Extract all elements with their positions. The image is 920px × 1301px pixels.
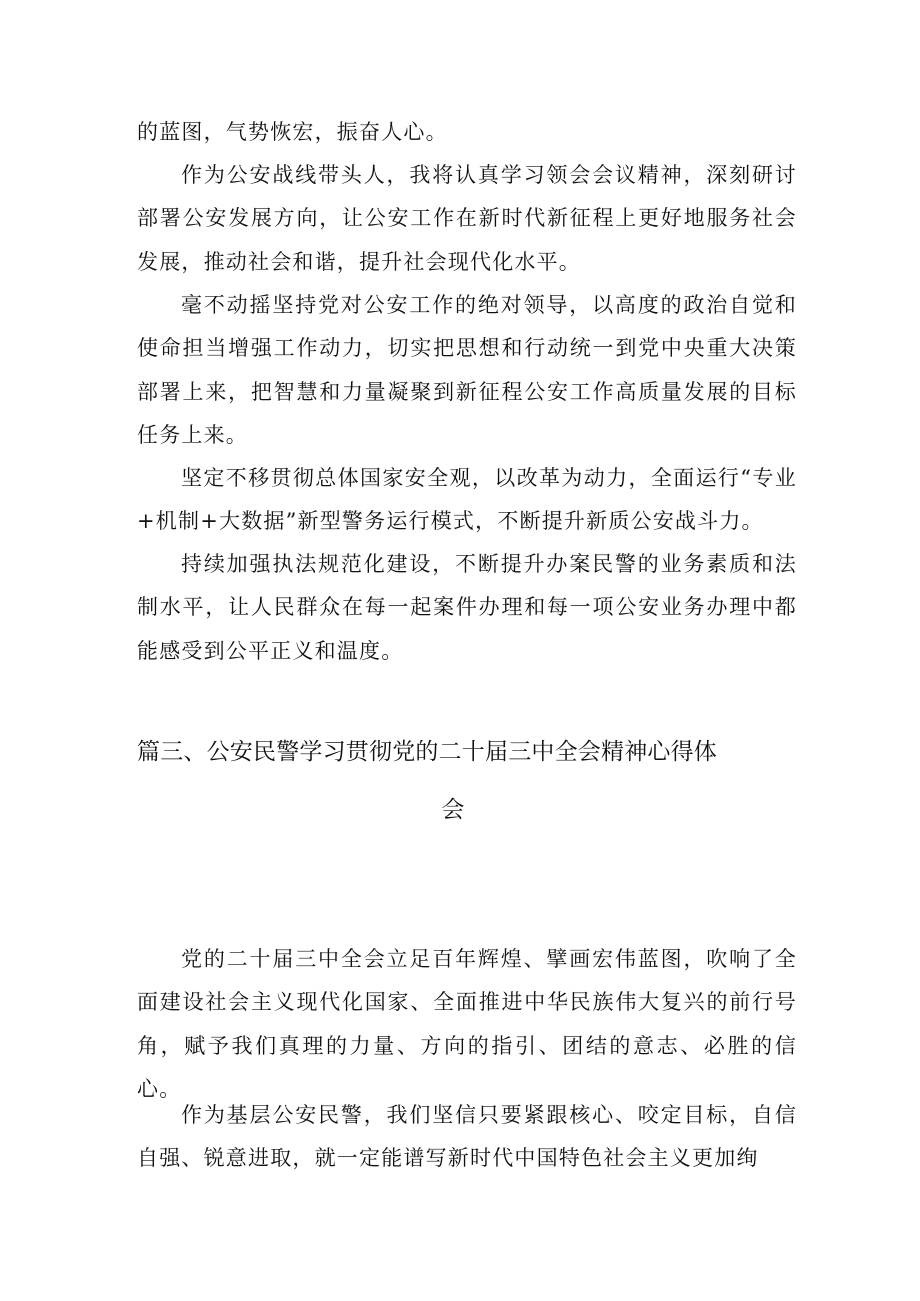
- paragraph: 坚定不移贯彻总体国家安全观，以改革为动力，全面运行“专业+机制+大数据”新型警务运行模式，不断提升新质公安战斗力。: [137, 466, 797, 534]
- paragraph: 作为公安战线带头人，我将认真学习领会会议精神，深刻研讨部署公安发展方向，让公安工作在新时代新征程上更好地服务社会发展，推动社会和谐，提升社会现代化水平。: [137, 163, 797, 274]
- paragraph: 党的二十届三中全会立足百年辉煌、擘画宏伟蓝图，吹响了全面建设社会主义现代化国家、全面推进中华民族伟大复兴的前行号角，赋予我们真理的力量、方向的指引、团结的意志、必胜的信心。: [137, 947, 797, 1101]
- paragraph: 毫不动摇坚持党对公安工作的绝对领导，以高度的政治自觉和使命担当增强工作动力，切实把思想和行动统一到党中央重大决策部署上来，把智慧和力量凝聚到新征程公安工作高质量发展的目标任务上来。: [137, 293, 797, 447]
- paragraph: 的蓝图，气势恢宏，振奋人心。: [137, 120, 448, 144]
- section-heading-line1: 篇三、公安民警学习贯彻党的二十届三中全会精神心得体: [137, 739, 717, 765]
- section-heading-line2: 会: [441, 797, 465, 823]
- paragraph: 作为基层公安民警，我们坚信只要紧跟核心、咬定目标，自信自强、锐意进取，就一定能谱写新时代中国特色社会主义更加绚: [137, 1103, 797, 1171]
- paragraph: 持续加强执法规范化建设，不断提升办案民警的业务素质和法制水平，让人民群众在每一起案件办理和每一项公安业务办理中都能感受到公平正义和温度。: [137, 552, 797, 663]
